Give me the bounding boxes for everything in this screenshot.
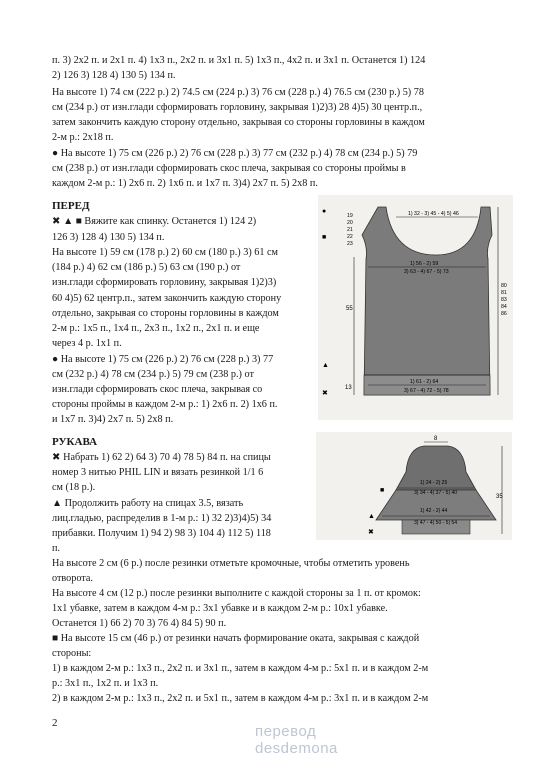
front-line: см (232 р.) 4) 78 см (234 р.) 5) 79 см (238 р.) от	[52, 369, 254, 380]
body-line: отворота.	[52, 573, 93, 584]
neck-width-label: 1) 32 - 3) 45 - 4) 5) 46	[408, 211, 459, 217]
front-line: 126 3) 128 4) 130 5) 134 п.	[52, 232, 165, 243]
total-height-label: 81	[501, 290, 507, 296]
front-line: и 1х7 п. 3)4) 2х7 п. 5) 2х8 п.	[52, 414, 174, 425]
page-number: 2	[52, 717, 58, 729]
watermark-line: desdemona	[255, 740, 338, 757]
front-line: стороны проймы в каждом 2-м р.: 1) 2х6 п. 2) 1х6 п.	[52, 399, 278, 410]
intro-line: ● На высоте 1) 75 см (226 р.) 2) 76 см (228 р.) 3) 77 см (232 р.) 4) 78 см (234 р.) 5) 79	[52, 148, 418, 159]
neck-depth-label: 23	[347, 241, 353, 247]
total-height-label: 83	[501, 297, 507, 303]
front-line: ● На высоте 1) 75 см (226 р.) 2) 76 см (228 р.) 3) 77	[52, 354, 274, 365]
front-line: отдельно, закрывая со стороны горловины в каждом	[52, 308, 279, 319]
front-line: изн.глади сформировать горловину, закрывая 1)2)3)	[52, 277, 277, 288]
intro-line: см (234 р.) от изн.глади сформировать горловину, закрывая 1)2)3) 28 4)5) 30 центр.п.,	[52, 102, 423, 113]
chest-width-label: 1) 56 - 2) 59	[410, 261, 439, 267]
body-line: На высоте 4 см (12 р.) после резинки выполните с каждой стороны за 1 п. от кромок:	[52, 588, 421, 599]
sleeve-line: п.	[52, 543, 60, 554]
symbol-square: ■	[380, 487, 385, 494]
sleeve-width-label: 3) 47 - 4) 50 - 5) 54	[414, 520, 458, 526]
intro-line: затем закончить каждую сторону отдельно, закрывая со стороны горловины в каждом	[52, 117, 425, 128]
sleeve-line: прибавки. Получим 1) 94 2) 98 3) 104 4) 112 5) 118	[52, 528, 271, 539]
sleeve-height-label: 35	[496, 494, 503, 500]
body-line: 1х1 убавке, затем в каждом 4-м р.: 3х1 убавке и в каждом 2-м р.: 10х1 убавке.	[52, 603, 388, 614]
sleeve-line: см (18 р.).	[52, 482, 96, 493]
intro-line: На высоте 1) 74 см (222 р.) 2) 74.5 см (224 р.) 3) 76 см (228 р.) 4) 76.5 см (230 р.) 5) 78	[52, 87, 424, 98]
hem-width-label: 3) 67 - 4) 72 - 5) 78	[404, 388, 449, 394]
intro-line: п. 3) 2х2 п. и 2х1 п. 4) 1х3 п., 2х2 п. и 3х1 п. 5) 1х3 п., 4х2 п. и 3х1 п. Останется 1) 124	[52, 55, 426, 66]
sleeve-line: ✖ Набрать 1) 62 2) 64 3) 70 4) 78 5) 84 п. на спицы	[52, 452, 271, 463]
front-line: 60 4)5) 62 центр.п., затем закончить каждую сторону	[52, 293, 282, 304]
body-line: стороны:	[52, 648, 92, 659]
neck-depth-label: 19	[347, 213, 353, 219]
intro-line: 2) 126 3) 128 4) 130 5) 134 п.	[52, 70, 176, 81]
sleeve-title: РУКАВА	[52, 436, 98, 448]
sleeve-diagram	[316, 432, 512, 540]
front-line: ✖ ▲ ■ Вяжите как спинку. Останется 1) 124 2)	[52, 216, 257, 227]
symbol-cross: ✖	[368, 529, 374, 536]
neck-depth-label: 22	[347, 234, 353, 240]
intro-line: 2-м р.: 2х18 п.	[52, 132, 114, 143]
front-line: через 4 р. 1х1 п.	[52, 338, 122, 349]
body-line: 1) в каждом 2-м р.: 1х3 п., 2х2 п. и 3х1 п., затем в каждом 4-м р.: 5х1 п. и в каждом 2-м	[52, 663, 429, 674]
sleeve-line: ▲ Продолжить работу на спицах 3.5, вязать	[52, 498, 244, 509]
body-height-label: 55	[346, 306, 353, 312]
body-line: 2) в каждом 2-м р.: 1х3 п., 2х2 п. и 5х1 п., затем в каждом 4-м р.: 3х1 п. и в каждом 2-м	[52, 693, 429, 704]
watermark-line: перевод	[255, 723, 317, 740]
sleeve-width-label: 1) 42 - 2) 44	[420, 508, 448, 514]
body-line: ■ На высоте 15 см (46 р.) от резинки начать формирование оката, закрывая с каждой	[52, 633, 420, 644]
symbol-triangle: ▲	[322, 362, 329, 369]
body-line: На высоте 2 см (6 р.) после резинки отметьте кромочные, чтобы отметить уровень	[52, 558, 410, 569]
sleeve-line: номер 3 нитью PHIL LIN и вязать резинкой 1/1 6	[52, 467, 264, 478]
hem-width-label: 1) 61 - 2) 64	[410, 379, 439, 385]
sleeve-line: лиц.гладью, распределив в 1-м р.: 1) 32 2)3)4)5) 34	[52, 513, 272, 524]
total-height-label: 80	[501, 283, 507, 289]
intro-line: каждом 2-м р.: 1) 2х6 п. 2) 1х6 п. и 1х7 п. 3)4) 2х7 п. 5) 2х8 п.	[52, 178, 318, 189]
front-line: На высоте 1) 59 см (178 р.) 2) 60 см (180 р.) 3) 61 см	[52, 247, 278, 258]
cap-width-label: 1) 24 - 2) 25	[420, 480, 448, 486]
symbol-cross: ✖	[322, 390, 328, 397]
front-title: ПЕРЕД	[52, 200, 90, 212]
rib-height-label: 13	[345, 385, 352, 391]
front-line: изн.глади сформировать скос плеча, закрывая со	[52, 384, 263, 395]
total-height-label: 84	[501, 304, 507, 310]
body-line: р.: 3х1 п., 1х2 п. и 1х3 п.	[52, 678, 159, 689]
cap-top-label: 8	[434, 436, 438, 442]
chest-width-label: 3) 63 - 4) 67 - 5) 73	[404, 269, 449, 275]
front-diagram	[318, 195, 513, 420]
symbol-dot: ●	[322, 208, 327, 215]
body-line: Останется 1) 66 2) 70 3) 76 4) 84 5) 90 п.	[52, 618, 227, 629]
symbol-square: ■	[322, 234, 327, 241]
front-line: (184 р.) 4) 62 см (186 р.) 5) 63 см (190 р.) от	[52, 262, 241, 273]
front-line: 2-м р.: 1х5 п., 1х4 п., 2х3 п., 1х2 п., 2х1 п. и еще	[52, 323, 260, 334]
neck-depth-label: 21	[347, 227, 353, 233]
symbol-triangle: ▲	[368, 513, 375, 520]
total-height-label: 86	[501, 311, 507, 317]
cap-width-label: 3) 34 - 4) 37 - 5) 40	[414, 490, 458, 496]
neck-depth-label: 20	[347, 220, 353, 226]
intro-line: см (238 р.) от изн.глади сформировать скос плеча, закрывая со стороны проймы в	[52, 163, 406, 174]
